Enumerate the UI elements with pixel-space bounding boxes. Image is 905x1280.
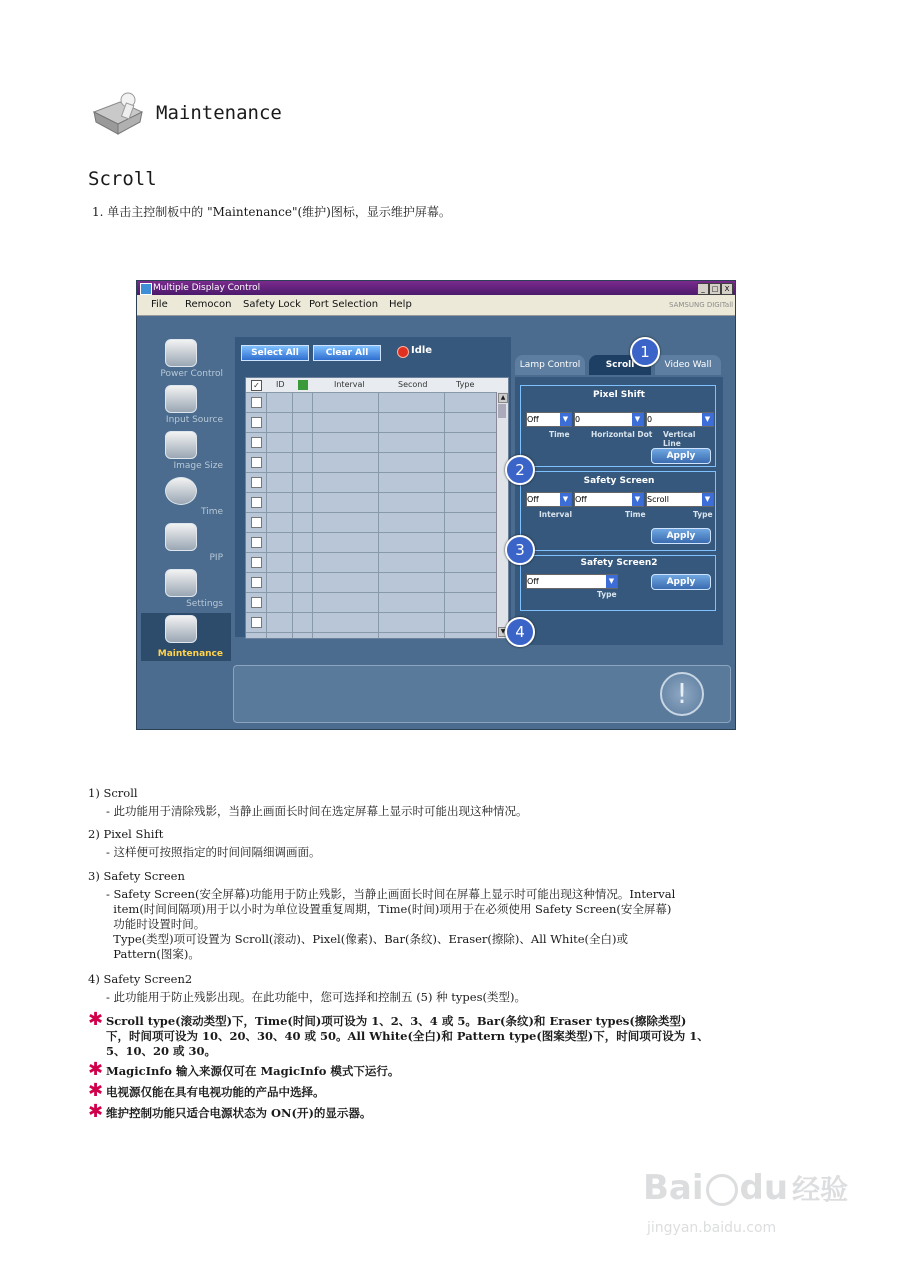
pixel-shift-group	[520, 385, 716, 467]
safety-screen2-title: Safety Screen2	[580, 558, 658, 568]
safety-screen-group	[520, 471, 716, 551]
type-label: Type	[693, 510, 713, 519]
select-value: Off	[527, 415, 539, 424]
note-heading: 4) Safety Screen2	[88, 972, 193, 986]
table-row[interactable]	[246, 552, 496, 573]
scroll-up-icon[interactable]: ▲	[498, 393, 508, 403]
maintenance-nav-icon	[165, 615, 197, 643]
row-checkbox[interactable]	[251, 417, 262, 428]
time-label: Time	[549, 430, 570, 439]
horizontal-dot-label: Horizontal Dot	[591, 430, 653, 439]
note-body: 功能时设置时间。	[106, 917, 206, 931]
tab-video-wall[interactable]: Video Wall	[655, 355, 721, 375]
pip-icon	[165, 523, 197, 551]
menu-bar	[137, 295, 735, 316]
nav-label: Maintenance	[157, 649, 223, 659]
table-row[interactable]	[246, 432, 496, 453]
section-title: Scroll	[88, 168, 157, 190]
image-size-icon	[165, 431, 197, 459]
callout-badge-1: 1	[630, 337, 660, 367]
row-checkbox[interactable]	[251, 517, 262, 528]
type-label: Type	[597, 590, 617, 599]
scroll-thumb[interactable]	[498, 404, 506, 418]
col-id: ID	[276, 380, 285, 389]
nav-pip[interactable]	[141, 521, 231, 565]
safety-interval-select[interactable]	[526, 492, 572, 507]
nav-input-source[interactable]	[141, 383, 231, 427]
col-interval: Interval	[334, 380, 365, 389]
settings-icon	[165, 569, 197, 597]
maintenance-icon	[90, 90, 146, 136]
nav-label: Power Control	[160, 369, 223, 379]
star-note-text: 电视源仅能在具有电视功能的产品中选择。	[106, 1085, 325, 1099]
menu-safety-lock[interactable]: Safety Lock	[243, 299, 301, 310]
callout-badge-4: 4	[505, 617, 535, 647]
note-heading: 3) Safety Screen	[88, 869, 185, 883]
tab-lamp-control[interactable]: Lamp Control	[515, 355, 585, 375]
time-label: Time	[625, 510, 646, 519]
chevron-down-icon: ▼	[632, 493, 643, 506]
star-note-text: 5、10、20 或 30。	[106, 1044, 217, 1058]
clear-all-button[interactable]: Clear All	[313, 345, 381, 361]
nav-power-control[interactable]	[141, 337, 231, 381]
brand-logo: SAMSUNG DIGITall	[669, 301, 734, 309]
minimize-button[interactable]: _	[697, 283, 709, 295]
callout-badge-3: 3	[505, 535, 535, 565]
status-indicator-icon	[397, 346, 409, 358]
table-header	[246, 378, 508, 393]
note-body: - 此功能用于清除残影，当静止画面长时间在选定屏幕上显示时可能出现这种情况。	[106, 804, 528, 818]
note-heading: 2) Pixel Shift	[88, 827, 164, 841]
maximize-button[interactable]: □	[709, 283, 721, 295]
asterisk-icon: ✱	[88, 1059, 104, 1080]
chevron-down-icon: ▼	[560, 493, 571, 506]
nav-label: Input Source	[165, 415, 223, 425]
chevron-down-icon: ▼	[606, 575, 617, 588]
row-checkbox[interactable]	[251, 617, 262, 628]
safety-screen2-group	[520, 555, 716, 611]
table-scrollbar[interactable]	[496, 392, 508, 638]
page-title: Maintenance	[156, 102, 282, 124]
baidu-watermark	[643, 1150, 863, 1250]
nav-label: PIP	[209, 553, 223, 563]
menu-file[interactable]: File	[151, 299, 168, 310]
pixel-shift-time-select[interactable]	[526, 412, 572, 427]
pixel-shift-apply-button[interactable]: Apply	[651, 448, 711, 464]
nav-label: Image Size	[173, 461, 223, 471]
star-note-text: 维护控制功能只适合电源状态为 ON(开)的显示器。	[106, 1106, 372, 1120]
message-panel	[233, 665, 731, 723]
note-body: Pattern(图案)。	[106, 947, 200, 961]
asterisk-icon: ✱	[88, 1009, 104, 1030]
select-value: Off	[527, 495, 539, 504]
watermark-url: jingyan.baidu.com	[647, 1220, 777, 1236]
asterisk-icon: ✱	[88, 1080, 104, 1101]
star-note-text: MagicInfo 输入来源仅可在 MagicInfo 模式下运行。	[106, 1064, 400, 1078]
chevron-down-icon: ▼	[702, 413, 713, 426]
nav-settings[interactable]	[141, 567, 231, 611]
table-row[interactable]	[246, 572, 496, 593]
display-grid-panel	[235, 337, 511, 637]
note-heading: 1) Scroll	[88, 786, 138, 800]
table-row[interactable]	[246, 492, 496, 513]
clock-icon	[165, 477, 197, 505]
safety-screen-title: Safety Screen	[583, 476, 655, 486]
row-checkbox[interactable]	[251, 437, 262, 448]
safety-time-select[interactable]	[574, 492, 644, 507]
nav-maintenance[interactable]	[141, 613, 231, 661]
note-body: - 此功能用于防止残影出现。在此功能中，您可选择和控制五 (5) 种 types(类型)。	[106, 990, 526, 1004]
table-row[interactable]	[246, 412, 496, 433]
nav-label: Time	[200, 507, 223, 517]
select-all-checkbox[interactable]: ✓	[251, 380, 262, 391]
app-window	[136, 280, 736, 730]
row-checkbox[interactable]	[251, 557, 262, 568]
safety-screen-apply-button[interactable]: Apply	[651, 528, 711, 544]
table-row[interactable]	[246, 512, 496, 533]
menu-help[interactable]: Help	[389, 299, 412, 310]
app-icon	[140, 283, 152, 295]
select-value: Off	[527, 577, 539, 586]
pixel-shift-vertical-select[interactable]	[646, 412, 714, 427]
status-text: Idle	[411, 345, 433, 356]
step-instruction: 1. 单击主控制板中的 "Maintenance"(维护)图标，显示维护屏幕。	[92, 205, 451, 219]
close-button[interactable]: X	[721, 283, 733, 295]
select-value: 0	[647, 415, 653, 424]
table-row[interactable]	[246, 532, 496, 553]
row-checkbox[interactable]	[251, 537, 262, 548]
window-title: Multiple Display Control	[153, 283, 261, 293]
star-note-text: Scroll type(滚动类型)下，Time(时间)项可设为 1、2、3、4 或 5。Bar(条纹)和 Eraser types(擦除类型)	[106, 1014, 687, 1028]
interval-label: Interval	[539, 510, 573, 519]
select-all-button[interactable]: Select All	[241, 345, 309, 361]
asterisk-icon: ✱	[88, 1101, 104, 1122]
row-checkbox[interactable]	[251, 457, 262, 468]
note-body: - Safety Screen(安全屏幕)功能用于防止残影，当静止画面长时间在屏幕上显示时可能出现这种情况。Interval	[106, 887, 676, 901]
menu-remocon[interactable]: Remocon	[185, 299, 232, 310]
callout-badge-2: 2	[505, 455, 535, 485]
nav-time[interactable]	[141, 475, 231, 519]
power-control-icon	[165, 339, 197, 367]
col-second: Second	[398, 380, 428, 389]
table-row[interactable]	[246, 592, 496, 613]
note-body: Type(类型)项可设置为 Scroll(滚动)、Pixel(像素)、Bar(条纹)、Eraser(擦除)、All White(全白)或	[106, 932, 629, 946]
nav-label: Settings	[186, 599, 223, 609]
left-nav	[141, 321, 231, 661]
watermark-text: Bai	[643, 1168, 704, 1208]
table-row[interactable]	[246, 612, 496, 633]
pixel-shift-title: Pixel Shift	[592, 390, 645, 400]
select-value: 0	[575, 415, 581, 424]
chevron-down-icon: ▼	[702, 493, 713, 506]
row-checkbox[interactable]	[251, 477, 262, 488]
table-row[interactable]	[246, 452, 496, 473]
nav-image-size[interactable]	[141, 429, 231, 473]
star-note-text: 下，时间项可设为 10、20、30、40 或 50。All White(全白)和 Pattern type(图案类型)下，时间项可设为 1、	[106, 1029, 709, 1043]
row-checkbox[interactable]	[251, 497, 262, 508]
pixel-shift-horizontal-select[interactable]	[574, 412, 644, 427]
maintenance-panel	[515, 343, 723, 645]
table-row[interactable]	[246, 472, 496, 493]
tab-scroll[interactable]: Scroll	[589, 355, 651, 375]
exclamation-icon: !	[660, 672, 704, 716]
select-value: Scroll	[647, 495, 669, 504]
chevron-down-icon: ▼	[632, 413, 643, 426]
paw-icon	[706, 1174, 738, 1206]
table-row[interactable]	[246, 392, 496, 413]
note-body: - 这样便可按照指定的时间间隔细调画面。	[106, 845, 321, 859]
safety-type-select[interactable]	[646, 492, 714, 507]
col-type: Type	[456, 380, 475, 389]
safety-screen2-apply-button[interactable]: Apply	[651, 574, 711, 590]
power-status-icon	[298, 380, 308, 390]
page-header	[90, 90, 282, 136]
row-checkbox[interactable]	[251, 577, 262, 588]
input-source-icon	[165, 385, 197, 413]
safety2-type-select[interactable]	[526, 574, 618, 589]
window-titlebar	[137, 281, 735, 295]
vertical-line-label: Vertical Line	[663, 430, 696, 448]
note-body: item(时间间隔项)用于以小时为单位设置重复周期，Time(时间)项用于在必须使用 Safety Screen(安全屏幕)	[106, 902, 672, 916]
menu-port-selection[interactable]: Port Selection	[309, 299, 379, 310]
chevron-down-icon: ▼	[560, 413, 571, 426]
select-value: Off	[575, 495, 587, 504]
scroll-down-icon[interactable]: ▼	[498, 627, 508, 637]
watermark-text: du	[739, 1168, 789, 1208]
display-table	[245, 377, 509, 639]
row-checkbox[interactable]	[251, 397, 262, 408]
watermark-text: 经验	[792, 1173, 849, 1206]
row-checkbox[interactable]	[251, 597, 262, 608]
